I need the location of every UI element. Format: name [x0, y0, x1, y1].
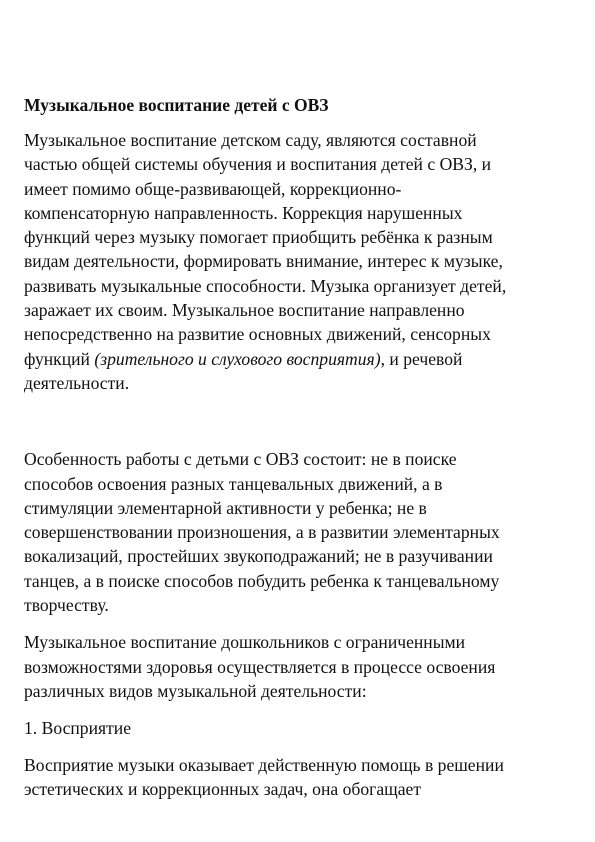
text-line: имеет помимо обще-развивающей, коррекционно- [24, 178, 402, 199]
text-line: 1. Восприятие [24, 718, 132, 739]
text-line: развивать музыкальные способности. Музыка организует детей, [24, 275, 507, 296]
text-line: Музыкальное воспитание дошкольников с ограниченными [24, 632, 466, 653]
paragraph-music-education [24, 128, 569, 395]
text-line: функций через музыку помогает приобщить ребёнка к разным [24, 227, 493, 248]
text-segment: , и речевой [380, 348, 463, 369]
list-item-perception [24, 716, 569, 740]
paragraph-preschool-education [24, 630, 569, 703]
text-line: различных видов музыкальной деятельности: [24, 680, 367, 701]
text-line: Восприятие музыки оказывает действенную помощь в решении [24, 754, 504, 775]
text-line: творчеству. [24, 595, 109, 616]
text-segment: функций [24, 348, 95, 369]
italic-text: (зрительного и слухового восприятия) [94, 348, 381, 369]
text-line: возможностями здоровья осуществляется в процессе освоения [24, 656, 496, 677]
text-line: частью общей системы обучения и воспитания детей с ОВЗ, и [24, 154, 492, 175]
text-line: заражает их своим. Музыкальное воспитание направленно [24, 300, 465, 321]
document-body [24, 94, 569, 801]
text-line: деятельности. [24, 372, 130, 393]
text-line: непосредственно на развитие основных движений, сенсорных [24, 324, 491, 345]
paragraph-work-features [24, 447, 569, 617]
paragraph-perception [24, 753, 569, 802]
text-line: компенсаторную направленность. Коррекция нарушенных [24, 202, 463, 223]
text-line: совершенствовании произношения, а в развитии элементарных [24, 522, 500, 543]
text-line: Музыкальное воспитание детском саду, являются составной [24, 130, 477, 150]
text-line: стимуляции элементарной активности у ребенка; не в [24, 497, 427, 518]
text-line: эстетических и коррекционных задач, она обогащает [24, 778, 422, 799]
text-line: вокализаций, простейших звукоподражаний; не в разучивании [24, 546, 493, 567]
text-line: видам деятельности, формировать внимание, интерес к музыке, [24, 251, 503, 272]
document-title: Музыкальное воспитание детей с ОВЗ [24, 95, 329, 115]
text-line: танцев, а в поиске способов побудить ребенка к танцевальному [24, 570, 500, 591]
text-line: способов освоения разных танцевальных движений, а в [24, 473, 443, 494]
text-line: Особенность работы с детьми с ОВЗ состоит: не в поиске [24, 449, 457, 470]
text-line [24, 347, 569, 371]
